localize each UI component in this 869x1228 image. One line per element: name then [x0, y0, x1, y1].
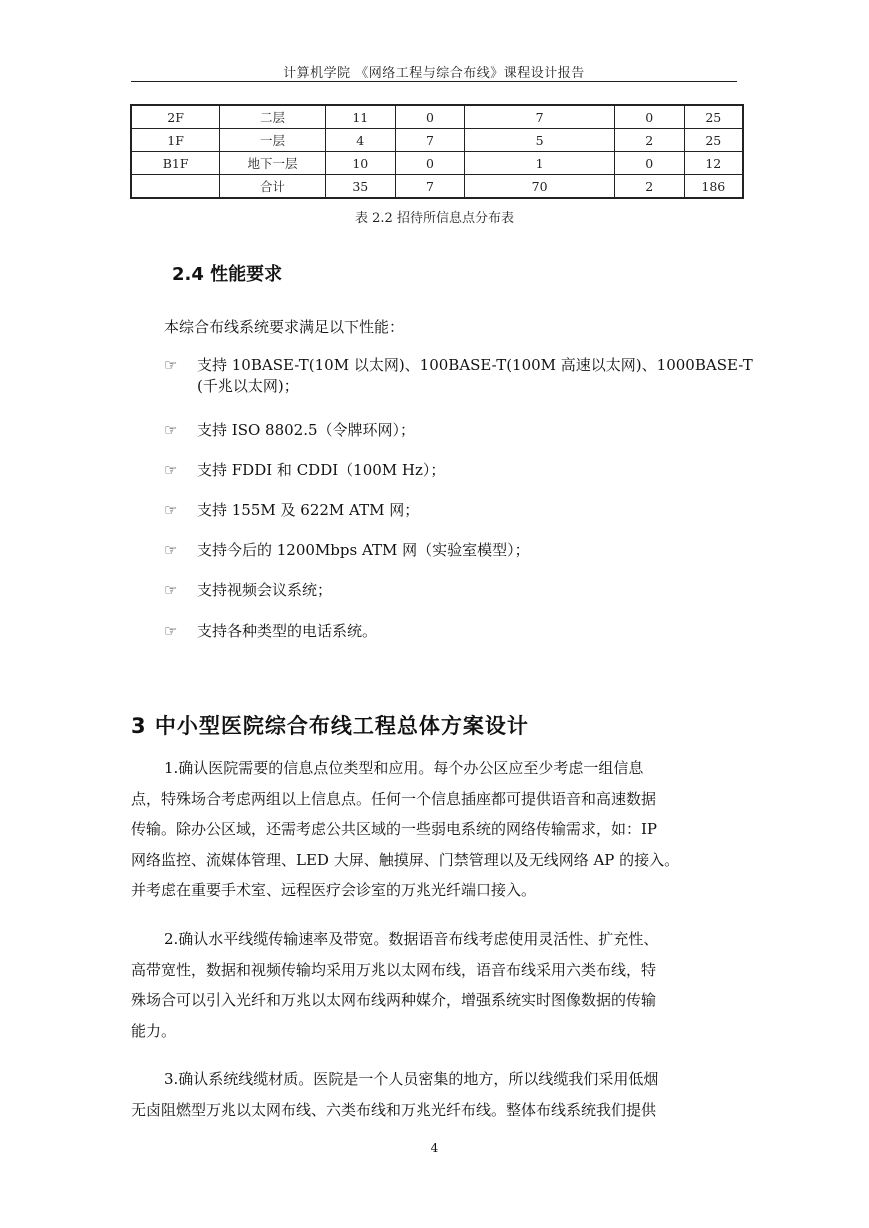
pointing-hand-icon: ☞ — [164, 461, 178, 479]
table-cell: 4 — [325, 129, 395, 152]
table-cell: 0 — [614, 152, 684, 175]
table-cell: 2F — [131, 105, 220, 129]
paragraph-line: 高带宽性，数据和视频传输均采用万兆以太网布线，语音布线采用六类布线，特 — [131, 960, 657, 979]
bullet-text — [197, 500, 742, 521]
paragraph-line: 无卤阻燃型万兆以太网布线、六类布线和万兆光纤布线。整体布线系统我们提供 — [131, 1100, 657, 1119]
table-cell: 一层 — [220, 129, 326, 152]
page-number: 4 — [430, 1141, 439, 1155]
table-cell: 0 — [614, 105, 684, 129]
table-cell: 25 — [684, 129, 743, 152]
bullet-text — [197, 580, 742, 601]
table-row — [131, 105, 743, 129]
table-cell: 70 — [465, 175, 614, 199]
page-header: 计算机学院 《网络工程与综合布线》课程设计报告 — [283, 66, 585, 81]
section-intro: 本综合布线系统要求满足以下性能： — [164, 318, 405, 336]
paragraph-line: 能力。 — [131, 1021, 177, 1040]
table-cell: 25 — [684, 105, 743, 129]
table-cell: 5 — [465, 129, 614, 152]
pointing-hand-icon: ☞ — [164, 541, 178, 559]
bullet-line: 支持 10BASE-T(10M 以太网)、100BASE-T(100M 高速以太网)、1000BASE-T — [197, 356, 753, 374]
bullet-line: 支持 ISO 8802.5（令牌环网）； — [197, 421, 416, 439]
bullet-line: 支持各种类型的电话系统。 — [197, 622, 378, 640]
table-cell: 7 — [465, 105, 614, 129]
paragraph-line: 殊场合可以引入光纤和万兆以太网布线两种媒介，增强系统实时图像数据的传输 — [131, 991, 657, 1009]
section-heading-2-4: 2.4 性能要求 — [172, 264, 283, 285]
table-row — [131, 152, 743, 175]
table-cell: B1F — [131, 152, 220, 175]
section-heading-3: 3 中小型医院综合布线工程总体方案设计 — [131, 714, 529, 738]
pointing-hand-icon: ☞ — [164, 581, 178, 599]
paragraph-line: 1.确认医院需要的信息点位类型和应用。每个办公区应至少考虑一组信息 — [164, 759, 644, 777]
table-cell: 35 — [325, 175, 395, 199]
paragraph-line: 网络监控、流媒体管理、LED 大屏、触摸屏、门禁管理以及无线网络 AP 的接入。 — [131, 850, 680, 869]
table-cell: 0 — [395, 152, 465, 175]
table-cell: 0 — [395, 105, 465, 129]
bullet-text — [197, 621, 742, 642]
table-caption: 表 2.2 招待所信息点分布表 — [355, 211, 514, 226]
paragraph-line: 3.确认系统线缆材质。医院是一个人员密集的地方，所以线缆我们采用低烟 — [164, 1070, 659, 1088]
bullet-text — [197, 540, 742, 561]
table-cell: 二层 — [220, 105, 326, 129]
pointing-hand-icon: ☞ — [164, 501, 178, 519]
pointing-hand-icon: ☞ — [164, 421, 178, 439]
header-rule — [131, 81, 737, 82]
paragraph-line: 点，特殊场合考虑两组以上信息点。任何一个信息插座都可提供语音和高速数据 — [131, 789, 657, 808]
table-cell: 地下一层 — [220, 152, 326, 175]
bullet-text — [197, 355, 753, 397]
table-cell: 186 — [684, 175, 743, 199]
table-cell: 合计 — [220, 175, 326, 199]
table-row — [131, 129, 743, 152]
bullet-text — [197, 460, 742, 481]
table-row — [131, 175, 743, 199]
table-cell: 12 — [684, 152, 743, 175]
bullet-line: 支持 FDDI 和 CDDI（100M Hz）； — [197, 461, 446, 479]
body-paragraph — [131, 924, 738, 1046]
table-cell: 10 — [325, 152, 395, 175]
table-cell: 11 — [325, 105, 395, 129]
info-point-table — [130, 104, 744, 199]
bullet-line: 支持今后的 1200Mbps ATM 网（实验室模型）； — [197, 541, 530, 559]
bullet-line: 支持视频会议系统； — [197, 581, 333, 599]
table-cell: 7 — [395, 175, 465, 199]
paragraph-line: 2.确认水平线缆传输速率及带宽。数据语音布线考虑使用灵活性、扩充性、 — [164, 930, 659, 948]
bullet-text — [197, 420, 742, 441]
table-cell: 1 — [465, 152, 614, 175]
pointing-hand-icon: ☞ — [164, 622, 178, 640]
pointing-hand-icon: ☞ — [164, 356, 178, 374]
body-paragraph — [131, 753, 738, 906]
table-cell: 1F — [131, 129, 220, 152]
bullet-line: 支持 155M 及 622M ATM 网； — [197, 501, 420, 519]
paragraph-line: 传输。除办公区域，还需考虑公共区域的一些弱电系统的网络传输需求，如：IP — [131, 820, 658, 838]
paragraph-line: 并考虑在重要手术室、远程医疗会诊室的万兆光纤端口接入。 — [131, 881, 537, 899]
table-cell: 7 — [395, 129, 465, 152]
table-cell: 2 — [614, 175, 684, 199]
bullet-line: (千兆以太网)； — [197, 377, 299, 395]
table-cell: 2 — [614, 129, 684, 152]
body-paragraph — [131, 1064, 738, 1125]
table-cell — [131, 175, 220, 199]
